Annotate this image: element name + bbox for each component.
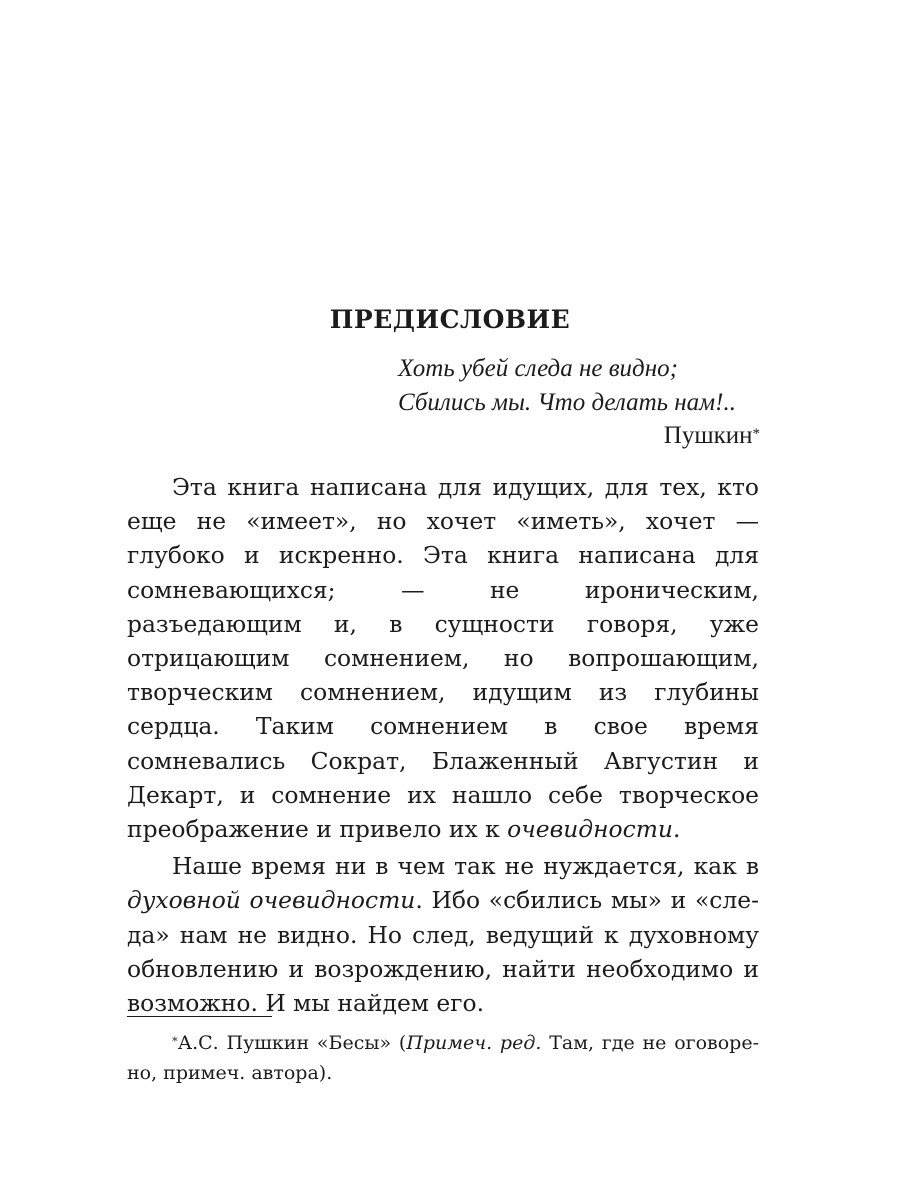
- footnote-end: Там, где не оговорено, примеч. автора).: [127, 1032, 759, 1084]
- epigraph: [398, 352, 760, 453]
- footnote-start: А.С. Пушкин «Бесы» (: [177, 1032, 407, 1054]
- footnote-divider: [127, 1016, 272, 1017]
- paragraph-2: [127, 849, 759, 1020]
- paragraph-1-text: Эта книга написана для идущих, для тех, кто еще не «имеет», но хочет «иметь», хочет — глубоко и искренно. Эта книга написана для сомневающихся; — не ироническим, разъедающим и, в сущности говоря, уже отрицающим сомнением, но вопрошающим, творческим сомнением, идущим из глубины сердца. Таким сомнением в свое время сомневались Сократ, Блаженный Августин и Декарт, и сомнение их нашло себе творческое преображение и привело их к: [127, 473, 759, 844]
- epigraph-line-1: Хоть убей следа не видно;: [398, 355, 678, 382]
- epigraph-author: [398, 419, 760, 453]
- footnote-mark: *: [172, 1034, 178, 1048]
- paragraph-2-start: Наше время ни в чем так не нуждается, как в: [172, 852, 759, 881]
- footnote-emphasis: Примеч. ред.: [406, 1032, 542, 1054]
- footnote-reference: *: [752, 426, 760, 442]
- paragraph-2-emphasis: духовной очевидности: [127, 886, 416, 915]
- paragraph-1-emphasis: очевидности: [507, 815, 673, 844]
- epigraph-author-name: Пушкин: [663, 422, 753, 449]
- footnote: [127, 1028, 759, 1088]
- chapter-title: ПРЕДИСЛОВИЕ: [329, 305, 571, 334]
- paragraph-1-end: .: [672, 815, 681, 844]
- epigraph-line-2: Сбились мы. Что делать нам!..: [398, 389, 736, 416]
- paragraph-2-text: . Ибо «сбились мы» и «следа» нам не видно. Но след, ведущий к духовному обновлению и возрождению, найти необходимо и возможно. И мы найдем его.: [127, 886, 759, 1018]
- paragraph-1: [127, 470, 759, 846]
- body-text: [127, 470, 759, 1023]
